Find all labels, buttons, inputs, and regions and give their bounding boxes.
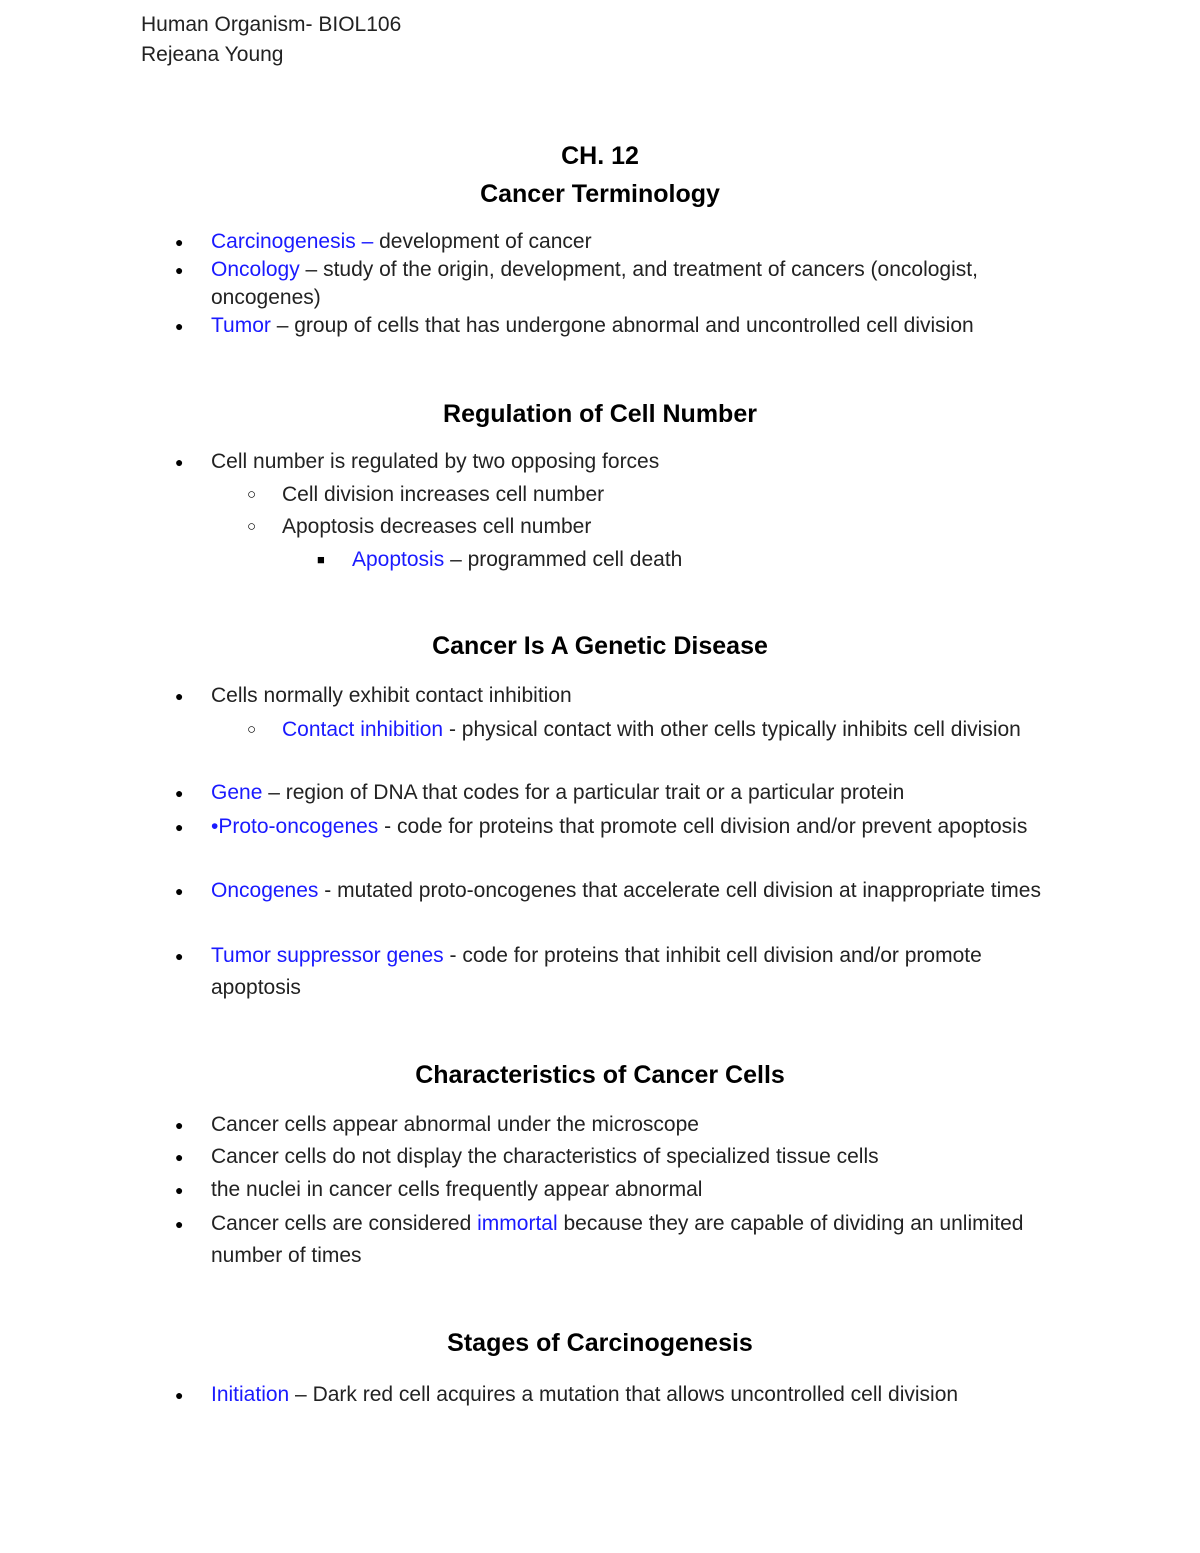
list-item	[317, 546, 1052, 574]
term: Oncogenes	[211, 879, 319, 902]
circle-bullet-icon: ○	[247, 721, 257, 738]
item-text: Cancer cells do not display the characteristics of specialized tissue cells	[211, 1145, 879, 1168]
term: Apoptosis	[352, 548, 445, 571]
list-item	[175, 1111, 1051, 1139]
item-text: Cancer cells appear abnormal under the microscope	[211, 1113, 699, 1136]
list-item	[175, 256, 1051, 312]
term: Carcinogenesis –	[211, 230, 374, 253]
bullet-icon: ●	[175, 318, 184, 334]
list-item	[175, 1143, 1051, 1171]
definition: – programmed cell death	[444, 548, 683, 571]
definition: - code for proteins that inhibit cell division and/or promote apoptosis	[211, 944, 982, 999]
definition: – Dark red cell acquires a mutation that allows uncontrolled cell division	[289, 1383, 959, 1406]
bullet-icon: ●	[175, 883, 184, 899]
item-text: because they are capable of dividing an unlimited number of times	[211, 1212, 1024, 1267]
list-item	[175, 940, 1051, 1004]
list-item	[175, 1208, 1051, 1272]
list-item	[175, 1176, 1051, 1204]
definition: - code for proteins that promote cell division and/or prevent apoptosis	[378, 815, 1028, 838]
bullet-icon: ●	[175, 1117, 184, 1133]
definition: – study of the origin, development, and treatment of cancers (oncologist, oncogenes)	[211, 258, 978, 309]
term: Contact inhibition	[282, 718, 444, 741]
list-item	[175, 811, 1051, 843]
term: Gene	[211, 781, 263, 804]
bullet-icon: ●	[175, 1182, 184, 1198]
list-item	[175, 682, 1051, 710]
item-text-pre: Cancer cells are considered	[211, 1212, 478, 1235]
section-title-genetic-disease: Cancer Is A Genetic Disease	[432, 632, 768, 660]
list-item	[247, 481, 1052, 509]
bullet-icon: ●	[175, 234, 184, 250]
bullet-icon: ●	[175, 785, 184, 801]
section-title-regulation: Regulation of Cell Number	[443, 400, 757, 428]
definition: – group of cells that has undergone abnormal and uncontrolled cell division	[270, 314, 974, 337]
list-item	[175, 312, 1051, 340]
circle-bullet-icon: ○	[247, 486, 257, 503]
definition: – region of DNA that codes for a particular trait or a particular protein	[262, 781, 905, 804]
definition: development of cancer	[373, 230, 592, 253]
circle-bullet-icon: ○	[247, 518, 257, 535]
list-item	[247, 513, 1052, 541]
list-item	[175, 875, 1051, 907]
section-title-cancer-terminology: Cancer Terminology	[480, 180, 720, 208]
item-text: the nuclei in cancer cells frequently appear abnormal	[211, 1178, 703, 1201]
chapter-title: CH. 12	[561, 142, 639, 170]
item-text: Cell number is regulated by two opposing forces	[211, 450, 660, 473]
bullet-icon: ●	[175, 819, 184, 835]
bullet-icon: ●	[175, 1149, 184, 1165]
term: Proto-oncogenes	[218, 815, 379, 838]
list-item	[247, 714, 1052, 746]
definition: - physical contact with other cells typically inhibits cell division	[443, 718, 1021, 741]
document-header	[141, 10, 401, 70]
item-text: Cells normally exhibit contact inhibition	[211, 684, 572, 707]
list-item	[175, 1381, 1091, 1409]
list-item	[175, 448, 1051, 476]
section-title-stages: Stages of Carcinogenesis	[447, 1329, 753, 1357]
bullet-icon: ●	[175, 454, 184, 470]
term: immortal	[477, 1212, 558, 1235]
list-item	[175, 779, 1051, 807]
square-bullet-icon: ■	[317, 552, 325, 567]
term: Tumor suppressor genes	[211, 944, 444, 967]
term-prefix: •	[211, 815, 219, 838]
term: Tumor	[211, 314, 271, 337]
bullet-icon: ●	[175, 948, 184, 964]
term: Oncology	[211, 258, 300, 281]
definition: - mutated proto-oncogenes that accelerate cell division at inappropriate times	[318, 879, 1041, 902]
term: Initiation	[211, 1383, 290, 1406]
item-text: Apoptosis decreases cell number	[282, 515, 592, 538]
bullet-icon: ●	[175, 688, 184, 704]
section-title-characteristics: Characteristics of Cancer Cells	[415, 1061, 785, 1089]
list-item	[175, 228, 1051, 256]
bullet-icon: ●	[175, 262, 184, 278]
course-name: Human Organism- BIOL106	[141, 13, 402, 36]
bullet-icon: ●	[175, 1387, 184, 1403]
item-text: Cell division increases cell number	[282, 483, 605, 506]
bullet-icon: ●	[175, 1216, 184, 1232]
author-name: Rejeana Young	[141, 43, 284, 66]
